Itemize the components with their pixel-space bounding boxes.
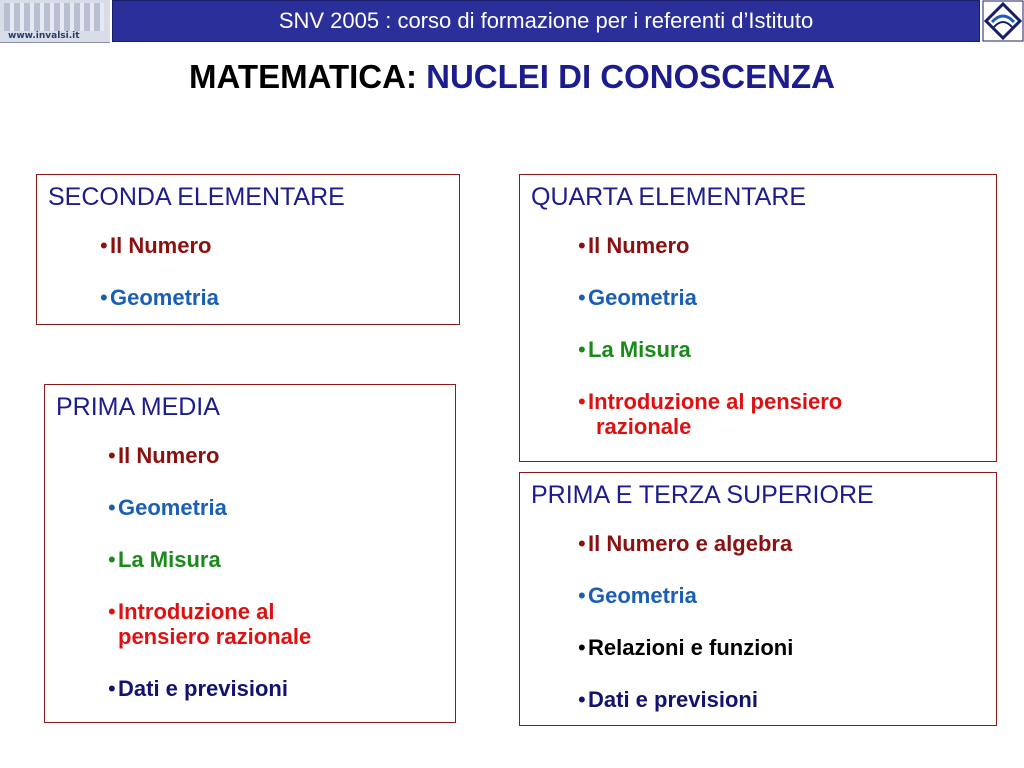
list-item: • Il Numero [108, 443, 311, 468]
box-heading: SECONDA ELEMENTARE [48, 183, 345, 211]
list-item: • Geometria [578, 583, 793, 608]
box-quarta-elementare [519, 174, 997, 462]
topic-list [578, 233, 842, 466]
list-item-continuation [108, 624, 311, 649]
list-item-continuation [578, 414, 842, 439]
list-item: • Geometria [108, 495, 311, 520]
building-image [4, 3, 104, 31]
topic-list [108, 443, 311, 728]
list-item: • Introduzione al [108, 599, 311, 624]
box-prima-terza-superiore [519, 472, 997, 726]
continuation-text: razionale [596, 414, 692, 439]
emblem-icon [982, 0, 1024, 42]
list-item: • Relazioni e funzioni [578, 635, 793, 660]
list-item: • Dati e previsioni [578, 687, 793, 712]
logo-url-text: www.invalsi.it [8, 31, 80, 41]
header-bar [112, 0, 980, 42]
slide-title [0, 58, 1024, 96]
topic-list [100, 233, 219, 337]
list-item: • Il Numero [100, 233, 219, 258]
list-item: • La Misura [108, 547, 311, 572]
invalsi-building-logo [0, 0, 110, 43]
title-part-matematica: MATEMATICA: [189, 58, 417, 95]
title-part-nuclei: NUCLEI DI CONOSCENZA [426, 58, 835, 95]
invalsi-emblem-logo [982, 0, 1024, 42]
topic-list [578, 531, 793, 739]
list-item: • Geometria [100, 285, 219, 310]
list-item: • La Misura [578, 337, 842, 362]
header-title: SNV 2005 : corso di formazione per i referenti d’Istituto [278, 8, 814, 33]
box-heading: PRIMA MEDIA [56, 393, 220, 421]
box-prima-media [44, 384, 456, 723]
list-item: • Il Numero [578, 233, 842, 258]
list-item: • Geometria [578, 285, 842, 310]
box-heading: PRIMA E TERZA SUPERIORE [531, 481, 874, 509]
box-seconda-elementare [36, 174, 460, 325]
box-heading: QUARTA ELEMENTARE [531, 183, 807, 211]
list-item: • Introduzione al pensiero [578, 389, 842, 414]
list-item: • Il Numero e algebra [578, 531, 793, 556]
continuation-text: pensiero razionale [118, 624, 312, 649]
list-item: • Dati e previsioni [108, 676, 311, 701]
